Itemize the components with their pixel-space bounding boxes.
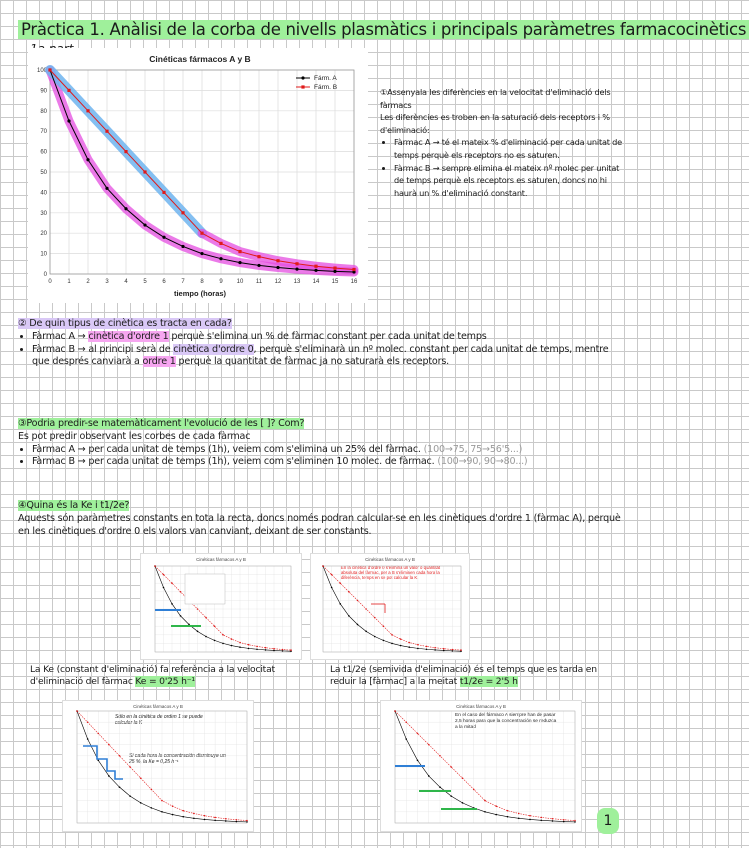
mini-data-point — [108, 775, 110, 777]
mini-data-point — [76, 710, 78, 712]
x-tick-label: 11 — [255, 279, 263, 285]
mini-data-point — [163, 574, 165, 576]
mini-data-point — [417, 733, 419, 735]
mini-data-point — [129, 766, 131, 768]
mini-data-point — [460, 649, 462, 651]
mini-data-point — [87, 721, 89, 723]
mini-data-point — [383, 625, 385, 627]
answer-1-bullet-a: • Fàrmac A → té el mateix % d'eliminació per cada unitat de temps perquè els receptors no es saturen. — [394, 136, 624, 161]
mini-data-point — [374, 636, 376, 638]
mini-data-point — [265, 647, 267, 649]
mini-data-point — [434, 647, 436, 649]
mini-data-point — [246, 820, 248, 822]
mini-data-point — [443, 648, 445, 650]
mini-data-point — [171, 582, 173, 584]
t12-definition: La t1/2e (semivida d'eliminació) és el temps que es tarda en reduir la [fàrmac] a la meitat t1/2e = 2'5 h — [330, 664, 597, 687]
data-point-a — [86, 158, 89, 161]
mini-data-point — [443, 650, 445, 652]
data-point-b — [67, 89, 70, 92]
data-point-b — [200, 232, 203, 235]
mini-data-point — [273, 650, 275, 652]
x-tick-label: 0 — [48, 279, 52, 285]
mini-annotation-box — [185, 574, 225, 604]
mini-chart-3 — [62, 700, 254, 832]
mini-data-point — [236, 821, 238, 823]
mini-chart-1 — [140, 553, 302, 660]
answer-1-intro: Les diferències es troben en la saturació dels receptors i % d'eliminació: — [380, 112, 610, 135]
mini-data-point — [473, 789, 475, 791]
data-point-b — [48, 68, 51, 71]
data-point-b — [143, 170, 146, 173]
mini-data-point — [231, 645, 233, 647]
mini-data-point — [231, 638, 233, 640]
ke-value: Ke = 0'25 h⁻¹ — [135, 676, 195, 687]
answer-2-bullet-b: • Fàrmac B → al principi serà de cinètica d'ordre 0, perquè s'eliminarà un nº molec. constant per cada unitat de temps, mentre que després canviarà a ordre 1 perquè la quantitat de fàrmac ja no saturarà els receptors. — [32, 344, 618, 370]
mini-data-point — [151, 807, 153, 809]
mini-data-point — [552, 818, 554, 820]
mini-data-point — [365, 608, 367, 610]
y-tick-label: 60 — [40, 149, 47, 156]
mini-data-point — [205, 617, 207, 619]
answer-1-bullet-b: • Fàrmac B → sempre elimina el mateix nº molec per unitat de temps perquè els receptors es saturen, doncs no hi haurà un % d'eliminació constant. — [394, 162, 624, 200]
legend-marker — [301, 76, 304, 79]
mini-data-point — [339, 603, 341, 605]
mini-data-point — [507, 810, 509, 812]
mini-chart-4-note: En el caso del fármaco A siempre han de pasar 2,5 horas para que la concentración se reduzca a la mitad — [455, 713, 557, 730]
mini-data-point — [273, 648, 275, 650]
mini-data-point — [222, 634, 224, 636]
mini-data-point — [214, 820, 216, 822]
x-tick-label: 7 — [181, 279, 185, 285]
legend-label: Fárm. B — [314, 84, 338, 92]
mini-data-point — [197, 608, 199, 610]
mini-data-point — [265, 649, 267, 651]
data-point-a — [200, 252, 203, 255]
x-tick-label: 2 — [86, 279, 90, 285]
mini-data-point — [450, 795, 452, 797]
mini-data-point — [151, 789, 153, 791]
mini-chart-4 — [380, 700, 582, 832]
mini-chart-4-title: Cinéticas fármacos A y B — [456, 704, 506, 709]
mini-data-point — [172, 805, 174, 807]
y-tick-label: 100 — [36, 68, 47, 74]
mini-data-point — [180, 591, 182, 593]
mini-data-point — [339, 582, 341, 584]
answer-3-intro: Es pot predir observant les corbes de cada fàrmac — [18, 430, 251, 442]
mini-data-point — [552, 820, 554, 822]
answer-3 — [18, 418, 628, 469]
mini-data-point — [484, 800, 486, 802]
data-point-a — [67, 119, 70, 122]
data-point-b — [295, 262, 298, 265]
mini-data-point — [540, 817, 542, 819]
mini-data-point — [172, 814, 174, 816]
data-point-b — [314, 265, 317, 268]
mini-data-point — [180, 615, 182, 617]
mini-data-point — [450, 766, 452, 768]
mini-data-point — [529, 815, 531, 817]
mini-data-point — [400, 638, 402, 640]
data-point-b — [124, 150, 127, 153]
mini-data-point — [205, 636, 207, 638]
data-point-a — [124, 207, 127, 210]
data-point-b — [352, 268, 355, 271]
mini-data-point — [400, 645, 402, 647]
mini-data-point — [248, 648, 250, 650]
mini-chart-3-title: Cinéticas fármacos A y B — [133, 704, 183, 709]
mini-data-point — [197, 631, 199, 633]
mini-data-point — [97, 733, 99, 735]
mini-data-point — [204, 815, 206, 817]
mini-data-point — [452, 649, 454, 651]
mini-data-point — [518, 817, 520, 819]
x-tick-label: 10 — [236, 279, 244, 285]
mini-data-point — [119, 786, 121, 788]
ke-definition: La Ke (constant d'eliminació) fa referència a la velocitat d'eliminació del fàrmac Ke = 0'25 h⁻¹ — [30, 664, 275, 687]
y-tick-label: 40 — [40, 190, 47, 197]
mini-data-point — [391, 634, 393, 636]
mini-data-point — [417, 644, 419, 646]
chart-xlabel: tiempo (horas) — [173, 289, 227, 298]
x-tick-label: 14 — [312, 279, 320, 285]
data-point-b — [238, 250, 241, 253]
mini-data-point — [214, 625, 216, 627]
mini-data-point — [357, 600, 359, 602]
chart-plot-area — [37, 68, 358, 285]
mini-data-point — [214, 640, 216, 642]
mini-data-point — [225, 820, 227, 822]
y-tick-label: 50 — [40, 170, 47, 176]
mini-data-point — [161, 800, 163, 802]
mini-data-point — [529, 819, 531, 821]
mini-data-point — [518, 813, 520, 815]
data-point-a — [333, 270, 336, 273]
mini-data-point — [507, 816, 509, 818]
data-point-a — [257, 264, 260, 267]
mini-data-point — [256, 648, 258, 650]
mini-data-point — [108, 744, 110, 746]
data-point-a — [181, 245, 184, 248]
mini-data-point — [394, 710, 396, 712]
mini-data-point — [171, 603, 173, 605]
mini-data-point — [391, 643, 393, 645]
answer-1-title: ①Assenyala les diferències en la velocitat d'eliminació dels fàrmacs — [380, 87, 611, 110]
answer-2-bullet-a: • Fàrmac A → cinètica d'ordre 1 perquè s'elimina un % de fàrmac constant per cada unitat de temps — [32, 331, 618, 344]
mini-data-point — [462, 777, 464, 779]
answer-1 — [380, 86, 624, 199]
mini-chart-1-title: Cinéticas fármacos A y B — [196, 557, 246, 562]
mini-data-point — [417, 648, 419, 650]
mini-data-point — [439, 786, 441, 788]
data-point-a — [314, 269, 317, 272]
data-point-a — [143, 223, 146, 226]
y-tick-label: 80 — [40, 108, 47, 115]
mini-data-point — [214, 817, 216, 819]
mini-data-point — [193, 813, 195, 815]
mini-data-point — [426, 646, 428, 648]
mini-data-point — [182, 816, 184, 818]
mini-data-point — [495, 805, 497, 807]
legend-marker — [301, 85, 304, 88]
y-tick-label: 30 — [40, 210, 47, 217]
mini-data-point — [182, 810, 184, 812]
answer-3-bullet-a: • Fàrmac A → per cada unitat de temps (1h), veiem com s'elimina un 25% del fàrmac. (100→75, 75→56'5...) — [32, 444, 628, 457]
data-point-a — [238, 261, 241, 264]
mini-data-point — [439, 755, 441, 757]
mini-data-point — [348, 591, 350, 593]
mini-data-point — [405, 738, 407, 740]
mini-data-point — [239, 642, 241, 644]
legend-label: Fárm. A — [314, 75, 337, 83]
x-tick-label: 13 — [293, 279, 301, 285]
mini-data-point — [248, 644, 250, 646]
mini-data-point — [484, 811, 486, 813]
mini-data-point — [495, 814, 497, 816]
mini-data-point — [563, 821, 565, 823]
mini-data-point — [204, 819, 206, 821]
mini-data-point — [236, 819, 238, 821]
mini-data-point — [154, 565, 156, 567]
mini-data-point — [239, 646, 241, 648]
mini-data-point — [417, 759, 419, 761]
y-tick-label: 20 — [40, 231, 47, 238]
data-point-a — [162, 236, 165, 239]
mini-data-point — [408, 642, 410, 644]
x-tick-label: 5 — [143, 279, 147, 285]
mini-data-point — [161, 811, 163, 813]
mini-data-point — [87, 738, 89, 740]
mini-data-point — [282, 649, 284, 651]
data-point-b — [276, 259, 279, 262]
x-tick-label: 3 — [105, 279, 109, 285]
y-tick-label: 90 — [40, 88, 47, 95]
mini-data-point — [365, 631, 367, 633]
mini-data-point — [322, 565, 324, 567]
mini-data-point — [405, 721, 407, 723]
answer-4 — [18, 500, 633, 538]
mini-data-point — [426, 648, 428, 650]
mini-data-point — [282, 650, 284, 652]
mini-data-point — [331, 587, 333, 589]
data-point-b — [219, 242, 222, 245]
y-tick-label: 0 — [43, 272, 47, 278]
page-subtitle: 1a part — [30, 42, 74, 56]
mini-data-point — [129, 795, 131, 797]
mini-data-point — [225, 818, 227, 820]
mini-data-point — [331, 574, 333, 576]
page-number: 1 — [597, 808, 619, 834]
x-tick-label: 15 — [331, 279, 339, 285]
mini-data-point — [563, 819, 565, 821]
data-point-b — [105, 130, 108, 133]
answer-2-title: ② De quin tipus de cinètica es tracta en cada? — [18, 318, 232, 329]
x-tick-label: 9 — [219, 279, 223, 285]
answer-3-bullet-b: • Fàrmac B → per cada unitat de temps (1h), veiem com s'eliminen 10 molec. de fàrmac. (100→90, 90→80...) — [32, 456, 628, 469]
x-tick-label: 1 — [67, 279, 71, 285]
mini-chart-2-note: En la cinètica d'ordre 0 s'elimina un valor o quantitat absoluta del fàrmac, per a B s'eliminen cada hora la diferència, temps en se pot calcular la K. — [341, 565, 441, 581]
mini-data-point — [119, 755, 121, 757]
data-point-b — [162, 191, 165, 194]
data-point-a — [105, 187, 108, 190]
mini-annotation-steps — [83, 746, 123, 779]
mini-data-point — [193, 817, 195, 819]
data-point-b — [333, 266, 336, 269]
x-tick-label: 6 — [162, 279, 166, 285]
mini-data-point — [140, 802, 142, 804]
mini-data-point — [357, 624, 359, 626]
mini-data-point — [540, 820, 542, 822]
y-tick-label: 70 — [40, 129, 47, 136]
mini-chart-2 — [310, 553, 470, 660]
mini-data-point — [428, 775, 430, 777]
mini-data-point — [256, 646, 258, 648]
mini-data-point — [462, 802, 464, 804]
data-point-b — [86, 109, 89, 112]
mini-data-point — [290, 649, 292, 651]
answer-3-title: ③Podria predir-se matemàticament l'evolució de les [ ]? Com? — [18, 418, 305, 429]
mini-chart-2-title: Cinéticas fármacos A y B — [365, 557, 415, 562]
y-tick-label: 10 — [40, 251, 47, 258]
mini-chart-3-note-2: Si cada hora la concentración disminuye un 25 %, la Ke = 0,25 h⁻¹ — [129, 753, 226, 765]
mini-data-point — [452, 650, 454, 652]
answer-4-title: ④Quina és la Ke i t1/2e? — [18, 500, 130, 511]
x-tick-label: 4 — [124, 279, 128, 285]
mini-data-point — [383, 640, 385, 642]
answer-2 — [18, 318, 618, 369]
t12-value: t1/2e = 2'5 h — [459, 676, 518, 687]
answer-4-text: Aquests són paràmetres constants en tota la recta, doncs només podran calcular-se en les cinètiques d'ordre 1 (fàrmac A), perquè en les cinètiques d'ordre 0 els valors van canviant, deixant de ser constants. — [18, 512, 621, 537]
page-title: Pràctica 1. Anàlisi de la corba de nivells plasmàtics i principals paràmetres farmacocinètics — [18, 20, 749, 39]
x-tick-label: 16 — [350, 279, 358, 285]
mini-data-point — [163, 587, 165, 589]
mini-data-point — [374, 617, 376, 619]
x-tick-label: 8 — [200, 279, 204, 285]
data-point-b — [181, 211, 184, 214]
chart-title: Cinéticas fármacos A y B — [149, 54, 251, 64]
mini-data-point — [428, 744, 430, 746]
mini-data-point — [222, 643, 224, 645]
mini-data-point — [140, 777, 142, 779]
data-point-a — [219, 257, 222, 260]
data-point-a — [276, 266, 279, 269]
mini-chart-3-note-1: Sólo en la cinética de orden 1 se puede calcular la K — [115, 714, 203, 726]
data-point-b — [257, 255, 260, 258]
main-chart — [28, 48, 368, 303]
mini-data-point — [574, 820, 576, 822]
x-tick-label: 12 — [274, 279, 282, 285]
data-point-a — [295, 268, 298, 271]
mini-data-point — [434, 649, 436, 651]
mini-data-point — [408, 646, 410, 648]
mini-data-point — [348, 615, 350, 617]
